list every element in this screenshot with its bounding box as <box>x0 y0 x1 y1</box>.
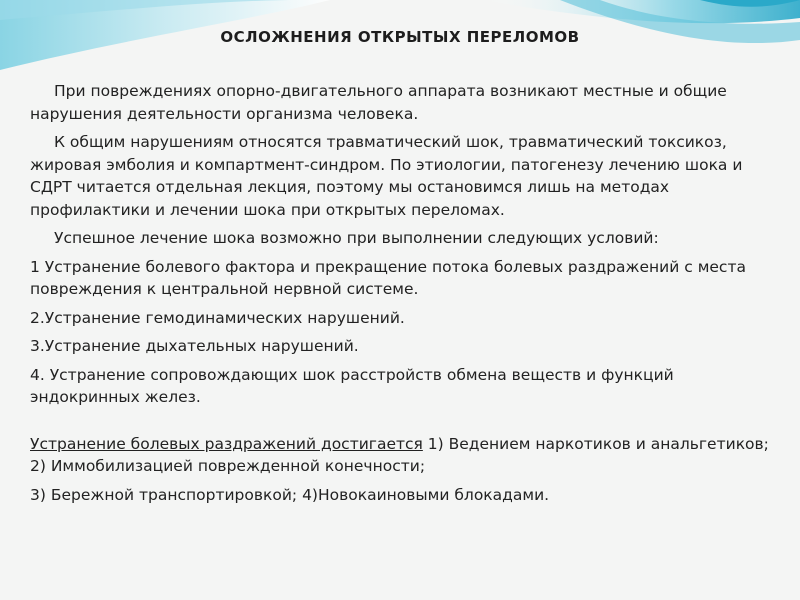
paragraph-intro: При повреждениях опорно-двигательного аппарата возникают местные и общие нарушения деятельности организма человека. <box>30 82 727 123</box>
list-item-1: 1 Устранение болевого фактора и прекращение потока болевых раздражений с места повреждения к центральной нервной системе. <box>30 257 746 298</box>
list-item-3: 3.Устранение дыхательных нарушений. <box>30 337 359 355</box>
paragraph-general-disorders: К общим нарушениям относятся травматический шок, травматический токсикоз, жировая эмболия и компартмент-синдром. По этиологии, патогенезу лечению шока и СДРТ читается отдельная лекция, поэтому мы остановимся лишь на методах профилактики и лечении шока при открытых переломах. <box>30 133 743 219</box>
list-item-2: 2.Устранение гемодинамических нарушений. <box>30 308 405 327</box>
underlined-phrase: Устранение болевых раздражений достигается <box>30 434 423 453</box>
paragraph-treatment-conditions: Успешное лечение шока возможно при выполнении следующих условий: <box>54 229 659 247</box>
spacer <box>30 415 770 433</box>
pain-relief-methods: 1) Ведением наркотиков и анальгетиков; 2) Иммобилизацией поврежденной конечности; <box>30 434 769 475</box>
slide-body <box>30 80 770 512</box>
slide-title: ОСЛОЖНЕНИЯ ОТКРЫТЫХ ПЕРЕЛОМОВ <box>220 28 580 46</box>
paragraph-pain-relief <box>30 433 770 478</box>
paragraph-pain-relief-continued: 3) Бережной транспортировкой; 4)Новокаиновыми блокадами. <box>30 485 550 504</box>
list-item-4: 4. Устранение сопровождающих шок расстройств обмена веществ и функций эндокринных желез. <box>30 365 674 406</box>
